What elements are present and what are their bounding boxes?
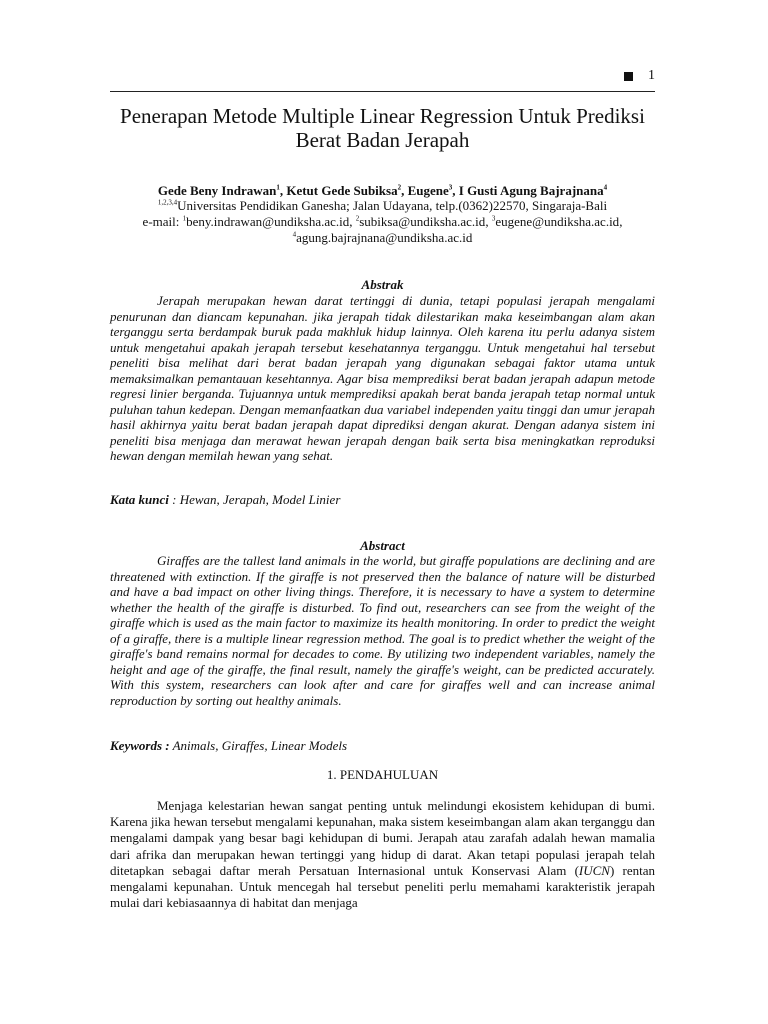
kata-kunci <box>110 492 655 508</box>
email-line: e-mail: $^1$beny.indrawan@undiksha.ac.id, $^2$subiksa@undiksha.ac.id, $^3$eugene@undiksha.ac.id, $^4$agung.bajrajnana@undiksha.ac.id <box>142 214 623 245</box>
abstrak-heading: Abstrak <box>361 277 404 292</box>
email-sup: 4 <box>292 230 297 239</box>
affiliation-sup: 1,2,3,4 <box>157 198 178 207</box>
abstract-body: Giraffes are the tallest land animals in the world, but giraffe populations are declining and are threatened with extinction. If the giraffe is not preserved then the balance of nature will be disturbed and have a bad impact on other living things. Therefore, it is necessary to have a system to determine whether the health of the giraffe is disturbed. To find out, researchers can see from the weight of the giraffe which is used as the main factor to maximize its health monitoring. In order to predict the weight of a giraffe, there is a multiple linear regression method. The goal is to predict whether the weight of the giraffe's band remains normal for decades to come. By utilizing two independent variables, namely the height and age of the giraffe, the final result, namely the giraffe's weight, can be predicted accurately. With this system, researchers can look after and care for giraffes well and can increase animal reproduction by sorting out healthy animals. <box>110 553 655 708</box>
author-name: Ketut Gede Subiksa <box>286 183 398 198</box>
page-number: 1 <box>648 68 655 83</box>
section-body <box>110 798 655 911</box>
body-text-italic: IUCN <box>578 862 610 878</box>
email-sup: 1 <box>182 214 187 223</box>
kata-kunci-text: : Hewan, Jerapah, Model Linier <box>168 492 341 507</box>
paper-title: Penerapan Metode Multiple Linear Regression Untuk Prediksi Berat Badan Jerapah <box>120 104 645 152</box>
email-address[interactable]: subiksa@undiksha.ac.id <box>359 214 486 229</box>
author-sup: 3 <box>448 183 453 192</box>
author-sup: 2 <box>397 183 402 192</box>
author-sup: 4 <box>603 183 608 192</box>
kata-kunci-label: Kata kunci <box>110 492 169 507</box>
keywords-text: Animals, Giraffes, Linear Models <box>169 738 348 753</box>
body-text-part: Menjaga kelestarian hewan sangat penting untuk melindungi ekosistem kehidupan di bumi. Karena jika hewan tersebut mengalami kepunahan, maka sistem keseimbangan alam akan terganggu dan mengalami dampak yang besar bagi kehidupan di bumi. Jerapah atau zarafah adalah hewan mamalia dari afrika dan merupakan hewan tertinggi yang hidup di darat. Akan tetapi populasi jerapah telah ditetapkan sebagai daftar merah Persatuan Internasional untuk Konservasi Alam ( <box>110 798 655 878</box>
author-sup: 1 <box>276 183 280 192</box>
keywords <box>110 738 655 754</box>
email-address[interactable]: eugene@undiksha.ac.id <box>495 214 620 229</box>
email-address[interactable]: agung.bajrajnana@undiksha.ac.id <box>296 230 473 245</box>
email-address[interactable]: beny.indrawan@undiksha.ac.id <box>186 214 350 229</box>
affiliation <box>110 198 655 214</box>
body-text-part: ) rentan mengalami kepunahan. Untuk mencegah hal tersebut peneliti perlu memahami karakteristik jerapah mulai dari kebiasaannya di habitat dan menjaga <box>110 862 655 911</box>
author-name: Gede Beny Indrawan <box>157 183 277 198</box>
author-name: I Gusti Agung Bajrajnana <box>458 183 604 198</box>
abstrak-body: Jerapah merupakan hewan darat tertinggi di dunia, tetapi populasi jerapah mengalami penurunan dan diancam kepunahan. jika jerapah tidak dilestarikan maka keseimbangan alam akan terganggu serta berdampak buruk pada makhluk hidup lainnya. Oleh karena itu perlu adanya sistem untuk mengetahui apakah jerapah tersebut kesehatannya terganggu. Untuk mengetahui hal tersebut peneliti bisa melihat dari berat badan jerapah yang digunakan sebagai faktor utama untuk memaksimalkan pemantauan kesehtannya. Agar bisa memprediksi berat badan jerapah adapun metode regresi linier berganda. Tujuannya untuk memprediksi apakah berat banda jerapah tetap normal untuk puluhan tahun kedepan. Dengan memanfaatkan dua variabel independen yaitu tinggi dan umur jerapah hasil akhirnya yaitu berat badan jerapah dapat diprediksi dengan akurat. Dengan adanya sistem ini peneliti bisa menjaga dan merawat hewan jerapah dengan baik serta bisa meningkatkan reproduksi hewan dengan memilah hewan yang sehat. <box>110 293 655 463</box>
abstract-heading: Abstract <box>360 538 405 553</box>
email-sup: 2 <box>355 214 360 223</box>
affiliation-text: Universitas Pendidikan Ganesha; Jalan Udayana, telp.(0362)22570, Singaraja-Bali <box>177 198 608 213</box>
author-list: Gede Beny Indrawan$^1$, Ketut Gede Subiksa$^2$, Eugene$^3$, I Gusti Agung Bajrajnana$^4$ <box>157 183 608 198</box>
email-label: e-mail: <box>142 214 183 229</box>
email-sup: 3 <box>491 214 496 223</box>
section-title: 1. PENDAHULUAN <box>326 767 439 782</box>
keywords-label: Keywords : <box>110 738 170 753</box>
square-bullet-icon <box>624 72 633 81</box>
page-header <box>110 67 655 92</box>
author-name: Eugene <box>407 183 449 198</box>
